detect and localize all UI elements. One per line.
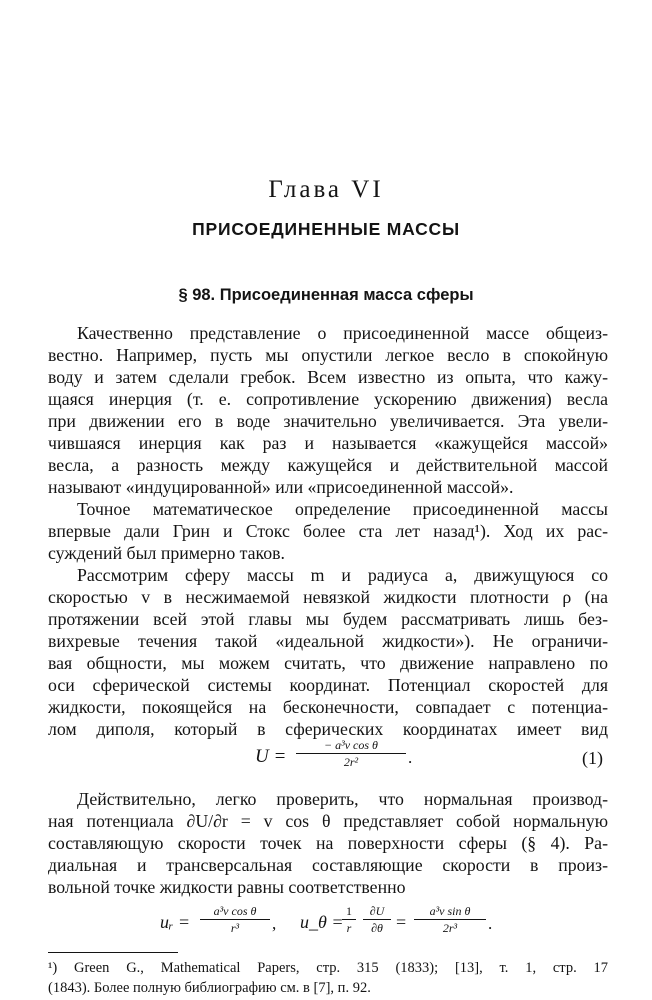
text-line: весла, а разность между кажущейся и действительной массой <box>48 455 608 475</box>
text-line: вая общности, мы можем считать, что движение направлено по <box>48 653 608 673</box>
ut-denominator: 2r³ <box>442 921 458 935</box>
footnote-line: (1843). Более полную библиографию см. в [7], п. 92. <box>48 980 371 996</box>
equation-number: (1) <box>582 748 603 768</box>
text-line: скоростью v в несжимаемой невязкой жидкости плотности ρ (на <box>48 587 608 607</box>
fraction-bar <box>414 919 486 920</box>
equation-1-numerator: − a³v cos θ <box>324 738 378 752</box>
fraction-bar <box>342 919 356 920</box>
text-line: Точное математическое определение присоединенной массы <box>77 499 608 519</box>
text-line: называют «индуцированной» или «присоединенной массой». <box>48 477 514 497</box>
text-line: Качественно представление о присоединенной массе общеиз- <box>77 323 608 343</box>
equals-sign: = <box>396 912 407 932</box>
equation-1-period: . <box>408 748 413 767</box>
equation-2-comma: , <box>272 914 277 933</box>
text-line: ная потенциала ∂U/∂r = v cos θ представляет собой нормальную <box>48 811 608 831</box>
text-line: составляющую скорости точек на поверхности сферы (§ 4). Ра- <box>48 833 608 853</box>
one-over-r <box>342 904 356 935</box>
dU-numerator: ∂U <box>369 904 385 918</box>
text-line: при движении его в воде значительно увеличивается. Эта увели- <box>48 411 608 431</box>
fraction-bar <box>363 919 391 920</box>
equation-2-ur: uᵣ = <box>160 912 191 932</box>
text-line: вестно. Например, пусть мы опустили легкое весло в спокойную <box>48 345 608 365</box>
ur-denominator: r³ <box>230 921 240 935</box>
footnote-line: ¹) Green G., Mathematical Papers, стр. 315 (1833); [13], т. 1, стр. 17 <box>48 960 608 976</box>
dU-dtheta <box>363 904 391 935</box>
text-line: диальная и трансверсальная составляющие скорости в произ- <box>48 855 608 875</box>
equation-2-period: . <box>488 914 493 933</box>
ut-numerator: a³v sin θ <box>429 904 471 918</box>
text-line: Действительно, легко проверить, что нормальная производ- <box>77 789 608 809</box>
equation-2-ut: u_θ = <box>300 912 344 932</box>
equation-1-lhs: U = <box>255 746 287 767</box>
r-denominator: r <box>346 921 352 935</box>
text-line: жидкости, покоящейся на бесконечности, совпадает с потенциа- <box>48 697 608 717</box>
equation-1-denominator: 2r² <box>343 755 359 769</box>
fraction-bar <box>200 919 270 920</box>
fraction-bar <box>296 753 406 754</box>
text-line: лом диполя, который в сферических координатах имеет вид <box>48 719 608 739</box>
section-heading: § 98. Присоединенная масса сферы <box>178 286 474 304</box>
ut-fraction <box>414 904 486 935</box>
text-line: вольной точке жидкости равны соответственно <box>48 877 406 897</box>
footnote-rule <box>48 952 178 953</box>
text-line: оси сферической системы координат. Потенциал скоростей для <box>48 675 608 695</box>
ur-fraction <box>200 904 270 935</box>
chapter-heading: Глава VI <box>268 176 384 203</box>
one-numerator: 1 <box>346 904 352 918</box>
chapter-title: ПРИСОЕДИНЕННЫЕ МАССЫ <box>192 219 460 239</box>
text-line: протяжении всей этой главы мы будем рассматривать лишь без- <box>48 609 608 629</box>
text-line: вихревые течения такой «идеальной жидкости»). Не ограничи- <box>48 631 608 651</box>
ur-numerator: a³v cos θ <box>213 904 257 918</box>
text-line: щаяся инерция (т. е. сопротивление ускорению движения) весла <box>48 389 608 409</box>
text-line: чившаяся инерция как раз и называется «кажущейся массой» <box>48 433 608 453</box>
text-line: воду и затем сделали гребок. Всем известно из опыта, что кажу- <box>48 367 608 387</box>
text-line: впервые дали Грин и Стокс более ста лет назад¹). Ход их рас- <box>48 521 608 541</box>
text-line: суждений был примерно таков. <box>48 543 285 563</box>
equation-1-fraction <box>296 738 406 769</box>
dtheta-denominator: ∂θ <box>371 921 383 935</box>
text-line: Рассмотрим сферу массы m и радиуса a, движущуюся со <box>77 565 608 585</box>
